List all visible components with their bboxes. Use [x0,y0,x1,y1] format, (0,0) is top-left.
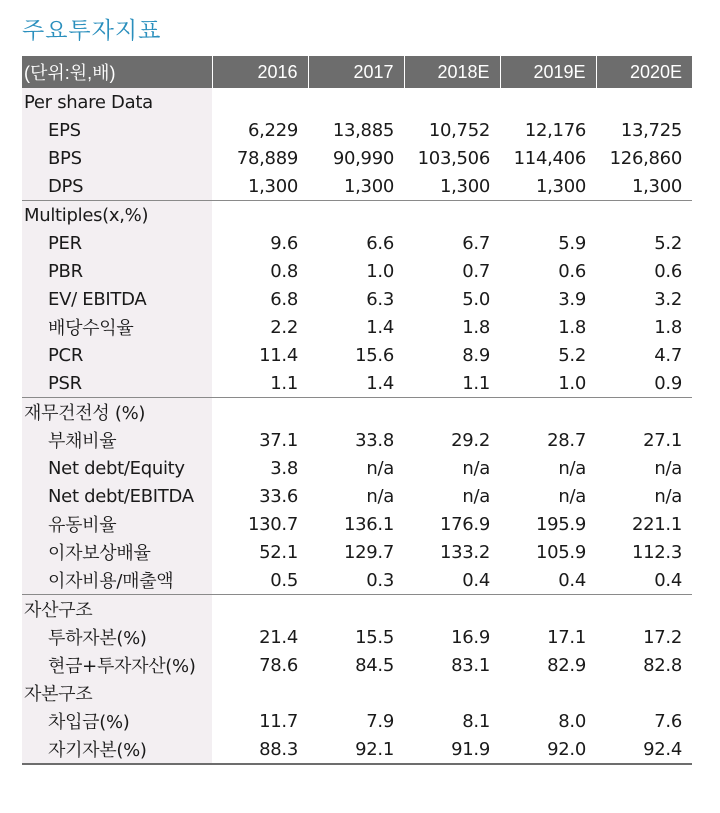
value-cell: 176.9 [439,513,490,535]
row-label: 이자보상배율 [22,538,212,566]
empty-cell [212,595,308,624]
section-header-row [22,398,692,427]
value-cell: 1.0 [558,372,586,394]
value-cell: n/a [462,457,490,479]
empty-cell [500,398,596,427]
value-cell: 221.1 [631,513,682,535]
section-title: 자본구조 [22,679,212,707]
row-label: 자기자본(%) [22,735,212,764]
empty-cell [212,679,308,707]
value-cell: 136.1 [343,513,394,535]
empty-cell [404,398,500,427]
value-cell: 88.3 [212,735,308,764]
row-label: EV/ EBITDA [22,285,212,313]
value-cell: 0.4 [558,569,586,591]
value-cell: 11.7 [259,710,298,732]
value-cell: 7.6 [654,710,682,732]
table-row [22,229,692,257]
value-cell: 0.4 [654,569,682,591]
value-cell: 1.4 [366,372,394,394]
empty-cell [212,88,308,116]
value-cell: 130.7 [247,513,298,535]
year-header: 2016 [212,56,308,88]
value-cell: 1,300 [631,175,682,197]
value-cell: 4.7 [654,344,682,366]
row-label: 부채비율 [22,426,212,454]
row-label: PSR [22,369,212,398]
value-cell: 82.8 [643,654,682,676]
value-cell: 1,300 [343,175,394,197]
value-cell: 0.5 [270,569,298,591]
value-cell: 0.3 [366,569,394,591]
section-title: Multiples(x,%) [22,201,212,230]
row-label: DPS [22,172,212,201]
value-cell: 84.5 [355,654,394,676]
value-cell: 126,860 [609,147,682,169]
empty-cell [500,679,596,707]
table-row [22,341,692,369]
year-header: 2020E [596,56,692,88]
year-header: 2018E [404,56,500,88]
value-cell: 27.1 [643,429,682,451]
value-cell: 1,300 [439,175,490,197]
table-row [22,566,692,595]
table-row [22,369,692,398]
row-label: 유동비율 [22,510,212,538]
value-cell: 8.0 [558,710,586,732]
page-title: 주요투자지표 [22,18,162,44]
table-row [22,538,692,566]
empty-cell [212,201,308,230]
value-cell: 83.1 [451,654,490,676]
value-cell: 1,300 [535,175,586,197]
value-cell: 15.5 [355,626,394,648]
empty-cell [500,595,596,624]
value-cell: 28.7 [547,429,586,451]
value-cell: n/a [654,457,682,479]
empty-cell [596,679,692,707]
empty-cell [596,398,692,427]
empty-cell [404,201,500,230]
value-cell: 0.8 [270,260,298,282]
empty-cell [308,88,404,116]
empty-cell [404,595,500,624]
value-cell: 33.6 [259,485,298,507]
row-label: 차입금(%) [22,707,212,735]
empty-cell [308,201,404,230]
empty-cell [596,595,692,624]
value-cell: 1.1 [462,372,490,394]
table-row [22,510,692,538]
value-cell: 78.6 [259,654,298,676]
value-cell: 13,885 [332,119,394,141]
empty-cell [308,595,404,624]
value-cell: 12,176 [524,119,586,141]
row-label: 현금+투자자산(%) [22,651,212,679]
value-cell: 103,506 [417,147,490,169]
value-cell: 0.6 [558,260,586,282]
value-cell: n/a [366,485,394,507]
value-cell: 1,300 [247,175,298,197]
value-cell: 6.8 [270,288,298,310]
table-row [22,623,692,651]
value-cell: 1.4 [366,316,394,338]
table-row [22,116,692,144]
year-header: 2017 [308,56,404,88]
value-cell: 37.1 [259,429,298,451]
value-cell: 1.8 [462,316,490,338]
year-header: 2019E [500,56,596,88]
section-title: 재무건전성 (%) [22,398,212,427]
empty-cell [404,679,500,707]
table-row [22,454,692,482]
value-cell: 16.9 [451,626,490,648]
table-row [22,426,692,454]
value-cell: 92.0 [500,735,596,764]
section-title: Per share Data [22,88,212,116]
table-row [22,651,692,679]
empty-cell [308,679,404,707]
value-cell: 17.2 [643,626,682,648]
value-cell: 129.7 [343,541,394,563]
value-cell: 29.2 [451,429,490,451]
value-cell: 5.2 [654,232,682,254]
value-cell: 5.2 [558,344,586,366]
value-cell: n/a [558,485,586,507]
row-label: PBR [22,257,212,285]
value-cell: 1.8 [558,316,586,338]
value-cell: n/a [654,485,682,507]
value-cell: 3.8 [270,457,298,479]
row-label: Net debt/Equity [22,454,212,482]
table-row [22,707,692,735]
empty-cell [212,398,308,427]
value-cell: 78,889 [236,147,298,169]
value-cell: n/a [462,485,490,507]
table-row [22,735,692,764]
value-cell: 82.9 [547,654,586,676]
row-label: PER [22,229,212,257]
value-cell: 7.9 [366,710,394,732]
header-row [22,56,692,88]
value-cell: 17.1 [547,626,586,648]
value-cell: 0.6 [654,260,682,282]
row-label: PCR [22,341,212,369]
value-cell: 52.1 [259,541,298,563]
value-cell: 195.9 [535,513,586,535]
value-cell: 9.6 [270,232,298,254]
section-header-row [22,679,692,707]
value-cell: 1.8 [654,316,682,338]
empty-cell [308,398,404,427]
row-label: EPS [22,116,212,144]
value-cell: 91.9 [404,735,500,764]
value-cell: 0.9 [654,372,682,394]
value-cell: 5.9 [558,232,586,254]
table-body [22,88,692,764]
value-cell: 0.7 [462,260,490,282]
value-cell: 6.7 [462,232,490,254]
table-row [22,285,692,313]
value-cell: 0.4 [462,569,490,591]
value-cell: 6.6 [366,232,394,254]
row-label: 이자비용/매출액 [22,566,212,595]
value-cell: 1.1 [270,372,298,394]
row-label: Net debt/EBITDA [22,482,212,510]
value-cell: 10,752 [428,119,490,141]
value-cell: 105.9 [535,541,586,563]
value-cell: 6.3 [366,288,394,310]
value-cell: 11.4 [259,344,298,366]
value-cell: 92.4 [596,735,692,764]
value-cell: 1.0 [366,260,394,282]
value-cell: 33.8 [355,429,394,451]
value-cell: 8.9 [462,344,490,366]
value-cell: 5.0 [462,288,490,310]
row-label: 배당수익율 [22,313,212,341]
value-cell: 15.6 [355,344,394,366]
table-row [22,313,692,341]
section-header-row [22,88,692,116]
table-row [22,144,692,172]
table-row [22,172,692,201]
empty-cell [596,201,692,230]
empty-cell [500,201,596,230]
empty-cell [500,88,596,116]
value-cell: 92.1 [308,735,404,764]
value-cell: n/a [366,457,394,479]
value-cell: 8.1 [462,710,490,732]
unit-label: (단위:원,배) [22,56,212,88]
value-cell: 114,406 [513,147,586,169]
table-row [22,482,692,510]
value-cell: 2.2 [270,316,298,338]
value-cell: 21.4 [259,626,298,648]
table-row [22,257,692,285]
empty-cell [404,88,500,116]
empty-cell [596,88,692,116]
value-cell: 90,990 [332,147,394,169]
row-label: 투하자본(%) [22,623,212,651]
value-cell: 6,229 [247,119,298,141]
value-cell: 133.2 [439,541,490,563]
investment-indicators-table [22,56,692,765]
value-cell: 112.3 [631,541,682,563]
value-cell: n/a [558,457,586,479]
row-label: BPS [22,144,212,172]
value-cell: 13,725 [620,119,682,141]
value-cell: 3.2 [654,288,682,310]
value-cell: 3.9 [558,288,586,310]
section-header-row [22,595,692,624]
section-title: 자산구조 [22,595,212,624]
section-header-row [22,201,692,230]
